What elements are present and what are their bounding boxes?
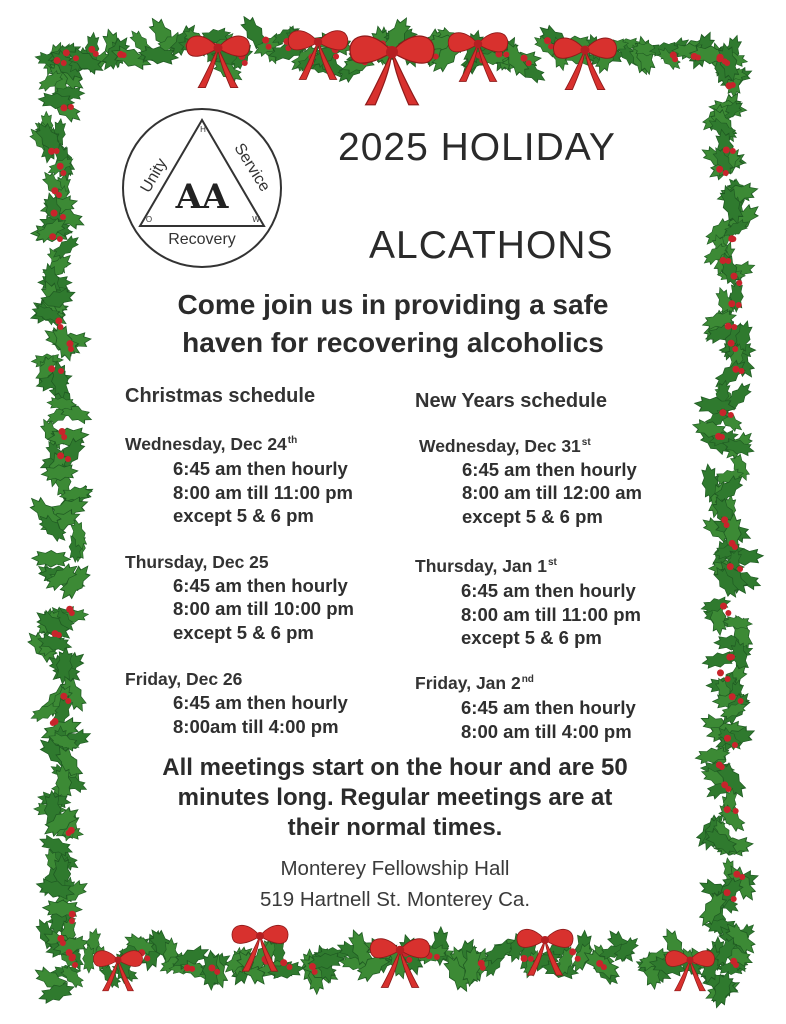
berry-icon [732,742,738,748]
berry-icon [57,163,64,170]
berry-icon [312,969,318,975]
berry-icon [54,148,60,154]
berry-icon [601,964,607,970]
berry-icon [48,365,55,372]
schedule-line: 6:45 am then hourly [173,692,348,713]
newyears-schedule-heading: New Years schedule [415,390,607,412]
berry-icon [730,236,736,242]
berry-icon [717,669,724,676]
berry-icon [434,954,440,960]
berry-icon [68,346,74,352]
berry-icon [144,955,150,961]
title-line-1: 2025 HOLIDAY [338,126,616,169]
berry-icon [56,632,62,638]
berry-icon [60,940,66,946]
tagline [113,286,673,362]
berry-icon [731,324,737,330]
berry-icon [70,954,76,960]
berry-icon [521,955,528,962]
berry-icon [723,170,729,176]
berry-icon [724,889,731,896]
christmas-day-3 [125,669,242,690]
berry-icon [672,56,678,62]
berry-icon [60,214,66,220]
berry-icon [737,566,743,572]
berry-icon [725,786,731,792]
holly-leaf-icon [722,615,753,630]
aa-logo [120,106,284,270]
christmas-schedule-heading: Christmas schedule [125,385,316,407]
schedule-line: 8:00 am till 11:00 pm [173,482,353,503]
berry-icon [569,948,576,955]
berry-icon [57,236,63,242]
title-line-2: ALCATHONS [369,224,614,267]
logo-corner-right: W [252,215,260,224]
berry-icon [72,962,78,968]
schedule-line: 6:45 am then hourly [173,458,348,479]
berry-icon [93,51,99,57]
tagline-line-1: Come join us in providing a safe [177,289,609,320]
day-suffix: nd [521,674,534,685]
berry-icon [503,51,509,57]
berry-icon [121,52,127,58]
berry-icon [61,434,67,440]
schedule-line: except 5 & 6 pm [461,627,602,648]
schedule-line: except 5 & 6 pm [173,505,314,526]
berry-icon [262,37,269,44]
logo-word-recovery: Recovery [168,231,236,248]
day-label: Thursday, Dec 25 [125,552,269,572]
day-suffix: st [547,557,557,568]
berry-icon [60,104,67,111]
berry-icon [280,959,287,966]
berry-icon [728,300,735,307]
day-label: Friday, Dec 26 [125,669,243,689]
schedule-line: 6:45 am then hourly [461,697,636,718]
schedule-line: 8:00am till 4:00 pm [173,716,339,737]
newyears-day-2 [415,556,557,577]
day-label: Wednesday, Dec 24 [125,434,287,454]
berry-icon [738,698,744,704]
berry-icon [719,434,725,440]
logo-corner-left: O [145,215,153,224]
logo-word-unity: Unity [137,155,171,196]
berry-icon [724,806,731,813]
berry-icon [719,764,725,770]
day-label: Friday, Jan 2 [415,673,521,693]
berry-icon [60,693,67,700]
day-suffix: th [287,435,298,446]
berry-icon [725,258,731,264]
berry-icon [526,60,532,66]
berry-icon [333,53,339,59]
schedule-line: except 5 & 6 pm [462,506,603,527]
logo-letters: AA [175,177,229,217]
berry-icon [728,412,734,418]
berry-icon [724,735,731,742]
berry-icon [733,962,739,968]
christmas-day-1 [125,434,297,455]
day-label: Thursday, Jan 1 [415,556,547,576]
berry-icon [68,104,74,110]
berry-icon [736,302,742,308]
logo-corner-top: H [200,125,206,134]
berry-icon [544,37,551,44]
berry-icon [725,323,732,330]
berry-icon [722,58,728,64]
berry-icon [69,918,75,924]
schedule-line: 6:45 am then hourly [462,459,637,480]
berry-icon [730,82,736,88]
berry-icon [50,720,56,726]
berry-icon [214,969,220,975]
berry-icon [65,456,71,462]
venue-name: Monterey Fellowship Hall [280,857,510,880]
berry-icon [716,166,723,173]
berry-icon [63,49,70,56]
venue-address: 519 Hartnell St. Monterey Ca. [259,888,531,911]
berry-icon [736,280,742,286]
tagline-line-2: haven for recovering alcoholics [182,327,604,358]
day-suffix: st [581,437,591,448]
berry-icon [69,911,76,918]
berry-icon [60,170,66,176]
berry-icon [51,210,58,217]
berry-icon [723,147,730,154]
meeting-note [115,753,675,843]
berry-icon [58,368,64,374]
berry-icon [724,522,730,528]
berry-icon [480,965,486,971]
berry-icon [725,676,731,682]
berry-icon [189,966,195,972]
christmas-day-2 [125,552,269,573]
berry-icon [73,55,79,61]
schedule-line: 8:00 am till 4:00 pm [461,721,632,742]
berry-icon [66,340,73,347]
berry-icon [733,808,739,814]
berry-icon [730,148,736,154]
schedule-line: 8:00 am till 10:00 pm [173,598,354,619]
schedule-line: 8:00 am till 12:00 am [462,482,642,503]
berry-icon [719,409,726,416]
berry-icon [729,654,735,660]
meeting-note-line-3: their normal times. [287,814,503,841]
berry-icon [406,957,412,963]
venue [145,853,645,915]
berry-icon [728,340,735,347]
berry-icon [57,324,63,330]
holly-leaf-icon [31,550,70,568]
berry-icon [49,233,56,240]
meeting-note-line-2: minutes long. Regular meetings are at [177,784,613,811]
berry-icon [739,368,745,374]
holly-leaf-icon [42,899,82,918]
berry-icon [59,428,66,435]
schedule-line: 6:45 am then hourly [461,580,636,601]
berry-icon [208,964,215,971]
day-label: Wednesday, Dec 31 [419,436,581,456]
berry-icon [69,610,75,616]
berry-icon [695,54,701,60]
berry-icon [732,366,739,373]
berry-icon [528,956,534,962]
schedule-line: except 5 & 6 pm [173,622,314,643]
berry-icon [286,964,292,970]
berry-icon [61,60,67,66]
berry-icon [732,544,738,550]
berry-icon [65,698,71,704]
berry-icon [725,610,731,616]
berry-icon [242,60,248,66]
logo-word-service: Service [230,140,274,195]
berry-icon [729,693,736,700]
berry-icon [730,273,737,280]
berry-icon [739,874,745,880]
berry-icon [54,57,61,64]
newyears-day-1 [419,436,591,457]
berry-icon [56,192,62,198]
holly-leaf-icon [729,281,743,313]
berry-icon [57,452,64,459]
schedule-line: 6:45 am then hourly [173,575,348,596]
berry-icon [266,44,272,50]
meeting-note-line-1: All meetings start on the hour and are 50 [162,754,628,781]
berry-icon [575,956,581,962]
berry-icon [731,896,737,902]
berry-icon [732,346,738,352]
berry-icon [66,830,72,836]
newyears-day-3 [415,673,534,694]
berry-icon [727,563,734,570]
berry-icon [55,317,62,324]
schedule-line: 8:00 am till 11:00 pm [461,604,641,625]
berry-icon [720,603,727,610]
berry-icon [521,55,528,62]
